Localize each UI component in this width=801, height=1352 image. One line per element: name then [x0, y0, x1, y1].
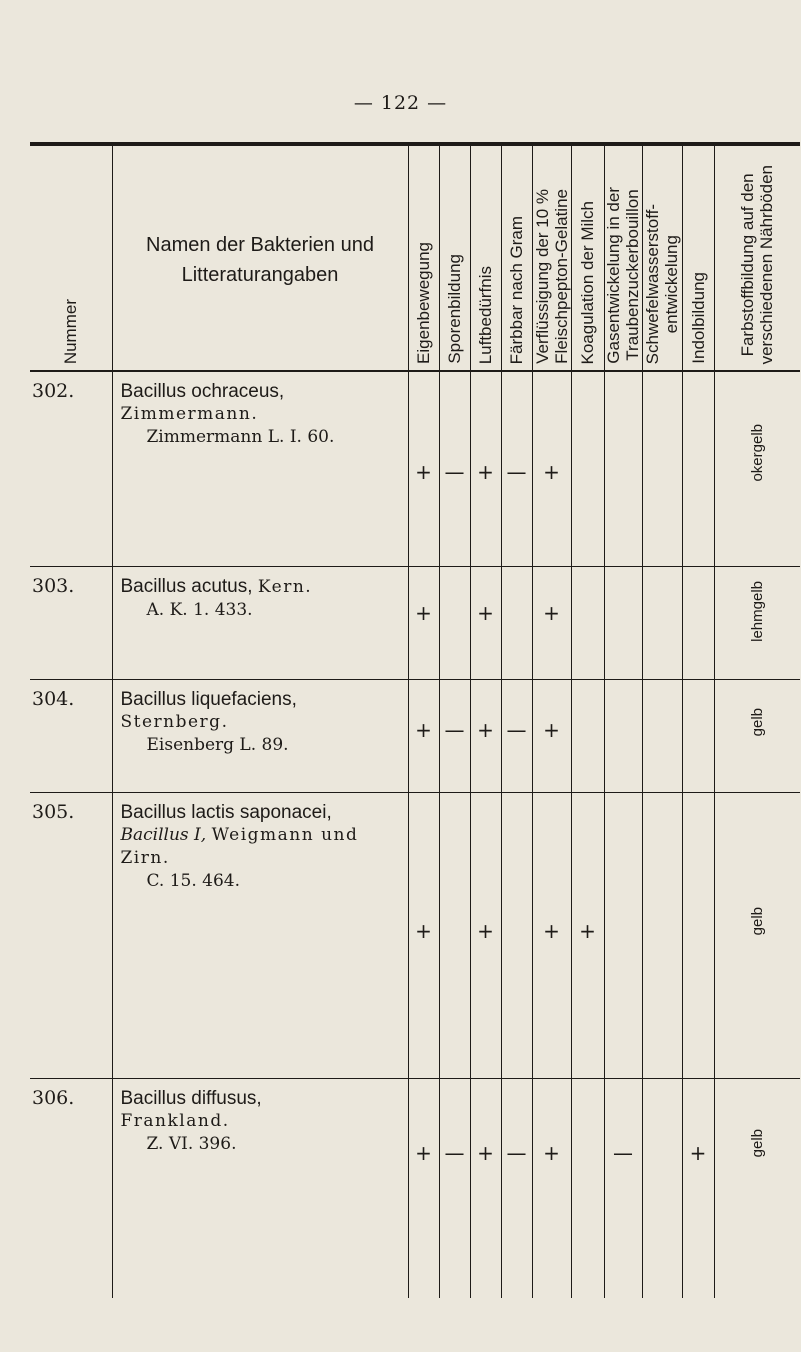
- cell-indol: [682, 566, 714, 679]
- bacterium-reference: Z. VI. 396.: [146, 1133, 237, 1154]
- cell-sporenbildung: —: [439, 1078, 470, 1298]
- cell-farbstoff: gelb: [714, 679, 800, 792]
- bacterium-reference: C. 15. 464.: [146, 870, 240, 891]
- cell-sporenbildung: [439, 566, 470, 679]
- cell-milch: [571, 679, 604, 792]
- row-number: 306.: [32, 1086, 75, 1109]
- header-gram: Färbbar nach Gram: [501, 146, 532, 371]
- cell-farbstoff: lehmgelb: [714, 566, 800, 679]
- page-number: — 122 —: [353, 92, 448, 114]
- cell-schwefelwasserstoff: [642, 371, 682, 566]
- bacterium-author: Weigmann und Zirn.: [120, 824, 359, 868]
- cell-gram: [501, 792, 532, 1078]
- cell-gram: —: [501, 679, 532, 792]
- cell-luftbeduerfnis: +: [470, 792, 501, 1078]
- bacterium-reference: A. K. 1. 433.: [146, 599, 253, 620]
- header-gasentwickelung: Gasentwickelung in der Traubenzuckerbouillon: [604, 146, 642, 371]
- cell-gasentwickelung: [604, 679, 642, 792]
- bacterium-reference: Eisenberg L. 89.: [146, 734, 289, 755]
- cell-gram: —: [501, 1078, 532, 1298]
- cell-gelatine: +: [532, 1078, 571, 1298]
- cell-gasentwickelung: [604, 792, 642, 1078]
- cell-luftbeduerfnis: +: [470, 566, 501, 679]
- cell-schwefelwasserstoff: [642, 792, 682, 1078]
- cell-farbstoff: gelb: [714, 792, 800, 1078]
- cell-gelatine: +: [532, 371, 571, 566]
- bacterium-name-line: [121, 575, 402, 599]
- cell-gelatine: +: [532, 566, 571, 679]
- table-row: [30, 566, 800, 679]
- cell-milch: [571, 566, 604, 679]
- cell-schwefelwasserstoff: [642, 1078, 682, 1298]
- cell-indol: +: [682, 1078, 714, 1298]
- cell-gelatine: +: [532, 679, 571, 792]
- header-nummer: Nummer: [30, 146, 112, 371]
- bacterium-synonym: Bacillus I,: [120, 824, 207, 845]
- cell-gram: [501, 566, 532, 679]
- cell-gasentwickelung: [604, 566, 642, 679]
- header-name: Namen der Bakterien und Litteraturangaben: [112, 146, 408, 371]
- row-number: 303.: [30, 566, 112, 679]
- cell-indol: [682, 679, 714, 792]
- bacterium-name: Bacillus lactis saponacei,: [120, 801, 332, 823]
- header-indol: Indolbildung: [682, 146, 714, 371]
- cell-luftbeduerfnis: +: [470, 371, 501, 566]
- bacterium-name: Bacillus liquefaciens,: [120, 688, 297, 710]
- bacterium-author: Kern.: [257, 576, 313, 597]
- bacterium-name: Bacillus ochraceus,: [120, 381, 285, 402]
- cell-luftbeduerfnis: +: [470, 679, 501, 792]
- cell-milch: +: [571, 792, 604, 1078]
- header-luftbeduerfnis: Luftbedürfnis: [470, 146, 501, 371]
- bacterium-name: Bacillus diffusus,: [120, 1087, 262, 1109]
- header-sporenbildung: Sporenbildung: [439, 146, 470, 371]
- cell-gelatine: +: [532, 792, 571, 1078]
- table-row: [30, 679, 800, 792]
- row-number: 304.: [30, 679, 112, 792]
- cell-gasentwickelung: [604, 371, 642, 566]
- cell-indol: [682, 371, 714, 566]
- bacterium-entry: [112, 679, 408, 792]
- bacterium-entry: [112, 566, 408, 679]
- table-row: [30, 1078, 800, 1298]
- bacterium-entry: [112, 371, 408, 566]
- header-row: [30, 146, 800, 371]
- cell-indol: [682, 792, 714, 1078]
- bacterium-author: Frankland.: [120, 1110, 230, 1131]
- header-farbstoff: Farbstoffbildung auf den verschiedenen Nährböden: [714, 146, 800, 371]
- table-row: [30, 792, 800, 1078]
- bacterium-reference: Zimmermann L. I. 60.: [146, 427, 335, 447]
- cell-farbstoff: okergelb: [714, 371, 800, 566]
- row-number: 302.: [30, 371, 112, 566]
- cell-gram: —: [501, 371, 532, 566]
- bacterium-author: Sternberg.: [120, 711, 229, 732]
- cell-farbstoff: gelb: [714, 1078, 800, 1298]
- cell-luftbeduerfnis: +: [470, 1078, 501, 1298]
- cell-eigenbewegung: +: [408, 792, 439, 1078]
- table-row: [30, 371, 800, 566]
- header-eigenbewegung: Eigenbewegung: [408, 146, 439, 371]
- header-milch: Koagulation der Milch: [571, 146, 604, 371]
- bacterium-entry: [112, 792, 408, 1078]
- bacterium-name: Bacillus acutus,: [120, 575, 253, 597]
- cell-sporenbildung: [439, 792, 470, 1078]
- cell-eigenbewegung: +: [408, 1078, 439, 1298]
- bacterium-author: Zimmermann.: [120, 404, 259, 424]
- bacterium-entry: [112, 1078, 408, 1298]
- cell-sporenbildung: —: [439, 679, 470, 792]
- cell-eigenbewegung: +: [408, 371, 439, 566]
- row-number: 305.: [30, 792, 112, 1078]
- cell-milch: [571, 371, 604, 566]
- header-gelatine: Verflüssigung der 10 % Fleischpepton-Gelatine: [532, 146, 571, 371]
- cell-sporenbildung: —: [439, 371, 470, 566]
- cell-milch: [571, 1078, 604, 1298]
- cell-eigenbewegung: +: [408, 679, 439, 792]
- bacterium-synonym-line: [121, 824, 402, 870]
- header-schwefelwasserstoff: Schwefelwasserstoff- entwickelung: [642, 146, 682, 371]
- cell-schwefelwasserstoff: [642, 566, 682, 679]
- cell-gasentwickelung: —: [604, 1078, 642, 1298]
- cell-schwefelwasserstoff: [642, 679, 682, 792]
- bacteria-table: [30, 146, 800, 1298]
- cell-eigenbewegung: +: [408, 566, 439, 679]
